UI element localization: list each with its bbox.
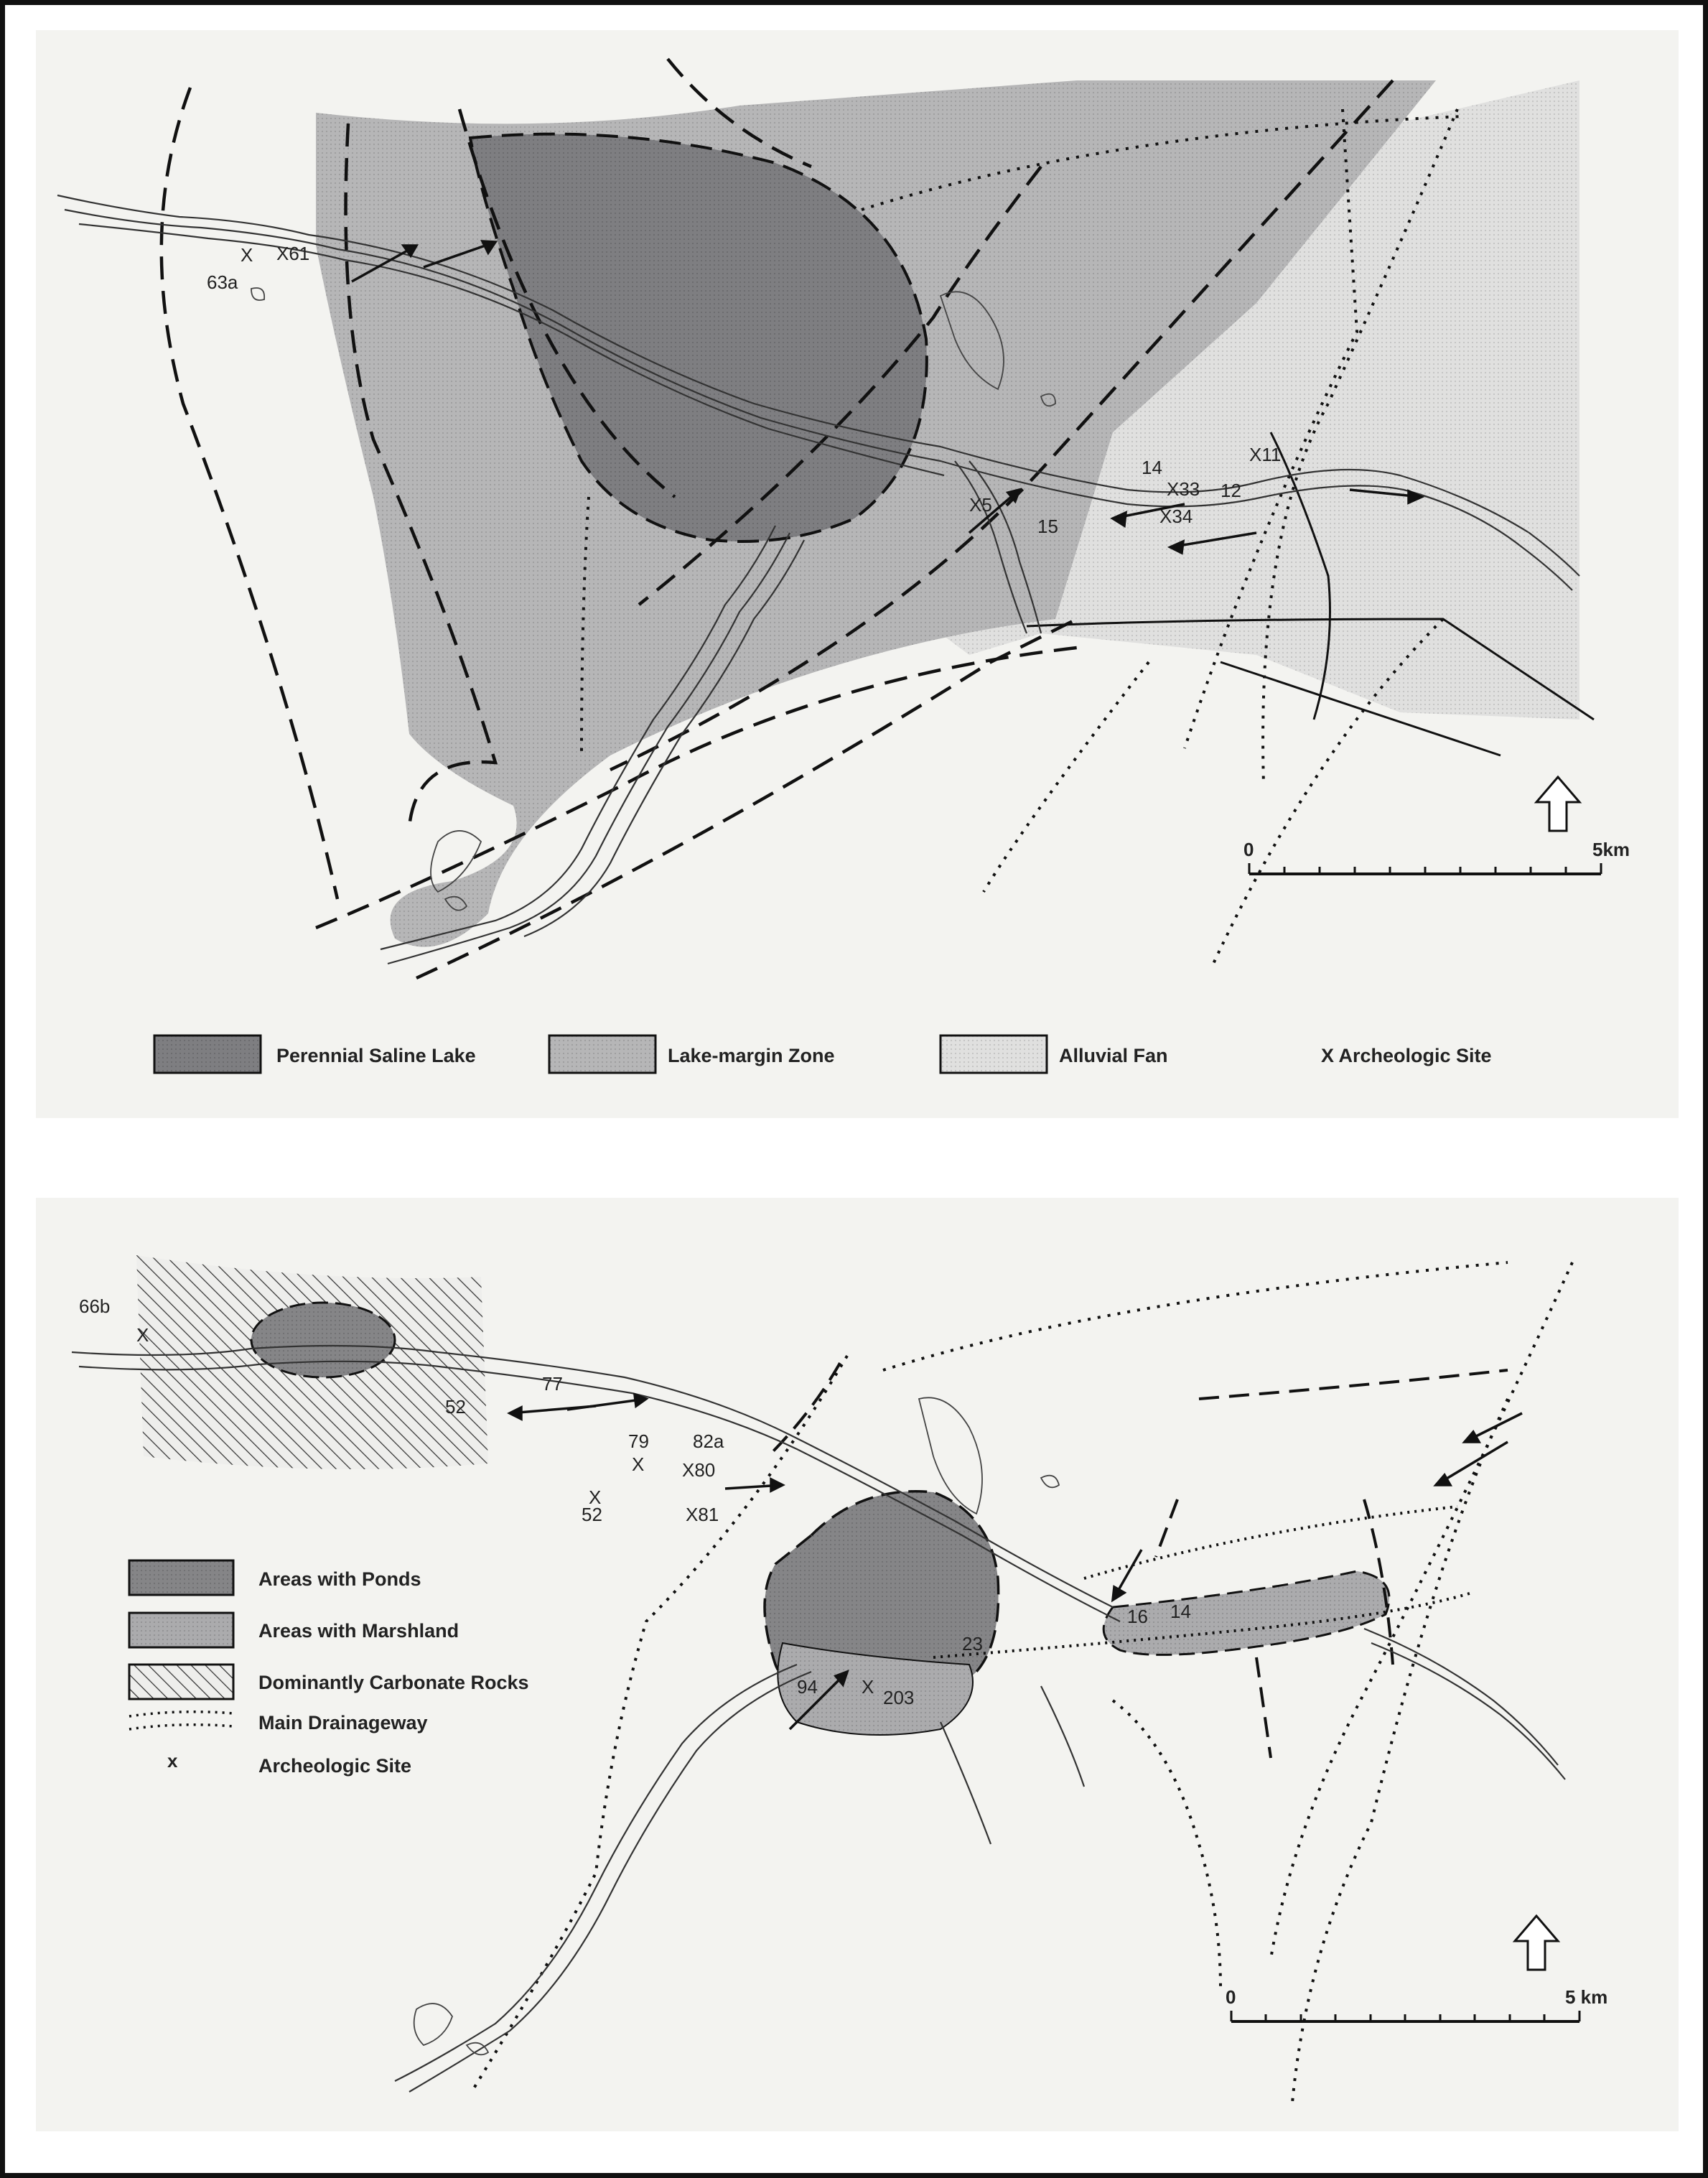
site-label: 52 xyxy=(582,1504,602,1525)
legend-label: Areas with Marshland xyxy=(258,1620,459,1642)
legend-label: Dominantly Carbonate Rocks xyxy=(258,1672,529,1693)
site-label: 16 xyxy=(1127,1606,1148,1627)
legend-label: Lake-margin Zone xyxy=(668,1045,835,1066)
site-label: X34 xyxy=(1159,506,1193,527)
site-label: 63a xyxy=(207,271,238,293)
site-label: 203 xyxy=(883,1687,915,1708)
site-label: X5 xyxy=(969,494,992,516)
legend-label: Perennial Saline Lake xyxy=(276,1045,476,1066)
site-label: X61 xyxy=(276,243,310,264)
top-map-svg xyxy=(36,30,1679,1118)
pond-area-west xyxy=(251,1303,395,1377)
legend-swatch-ponds xyxy=(129,1560,233,1595)
legend-label: X Archeologic Site xyxy=(1321,1045,1492,1066)
scale-end: 5 km xyxy=(1565,1986,1608,2008)
site-label: X80 xyxy=(682,1459,716,1481)
site-label: 52 xyxy=(445,1396,466,1418)
site-label: X81 xyxy=(686,1504,719,1525)
legend-label: Archeologic Site xyxy=(258,1755,412,1777)
site-label: 14 xyxy=(1170,1601,1191,1622)
legend-label: Areas with Ponds xyxy=(258,1568,421,1590)
bottom-legend xyxy=(129,1560,529,1777)
bottom-island-outlines xyxy=(414,1397,1059,2054)
legend-swatch-marshland xyxy=(129,1613,233,1647)
legend-swatch-alluvial-fan xyxy=(941,1036,1047,1073)
site-label: 15 xyxy=(1037,516,1058,537)
site-label: 82a xyxy=(693,1430,724,1452)
site-label: 23 xyxy=(962,1633,983,1655)
legend-label: Alluvial Fan xyxy=(1059,1045,1168,1066)
site-label: 66b xyxy=(79,1295,111,1317)
site-label: 12 xyxy=(1221,480,1241,501)
legend-swatch-drainageway xyxy=(129,1712,233,1729)
site-label: 94 xyxy=(797,1676,818,1698)
top-legend xyxy=(154,1036,1492,1073)
north-arrow-icon xyxy=(1536,777,1579,831)
site-label: X xyxy=(241,244,253,266)
legend-label: Main Drainageway xyxy=(258,1712,428,1733)
legend-swatch-site-x: x xyxy=(167,1750,178,1772)
legend-swatch-lake-margin-zone xyxy=(549,1036,655,1073)
legend-swatch-perennial-saline-lake xyxy=(154,1036,261,1073)
bottom-map-panel xyxy=(36,1198,1679,2131)
site-label: X xyxy=(589,1486,602,1508)
site-label: 14 xyxy=(1142,457,1162,478)
scale-end: 5km xyxy=(1592,839,1630,860)
bottom-dotted-lines xyxy=(474,1262,1572,2103)
bottom-north-arrow-icon xyxy=(1515,1916,1558,1970)
site-label: 79 xyxy=(628,1430,649,1452)
scale-start: 0 xyxy=(1226,1986,1236,2008)
site-label: 77 xyxy=(542,1373,563,1395)
top-scale-bar xyxy=(1243,839,1630,874)
site-label: X xyxy=(136,1324,149,1346)
scale-start: 0 xyxy=(1243,839,1254,860)
top-map-panel xyxy=(36,30,1679,1118)
bottom-map-svg xyxy=(36,1198,1679,2131)
site-label: X xyxy=(632,1453,645,1475)
legend-swatch-carbonate xyxy=(129,1665,233,1699)
site-label: X11 xyxy=(1249,444,1282,465)
site-label: X33 xyxy=(1167,478,1200,500)
site-label: X xyxy=(862,1676,874,1698)
bottom-scale-bar xyxy=(1226,1986,1607,2021)
